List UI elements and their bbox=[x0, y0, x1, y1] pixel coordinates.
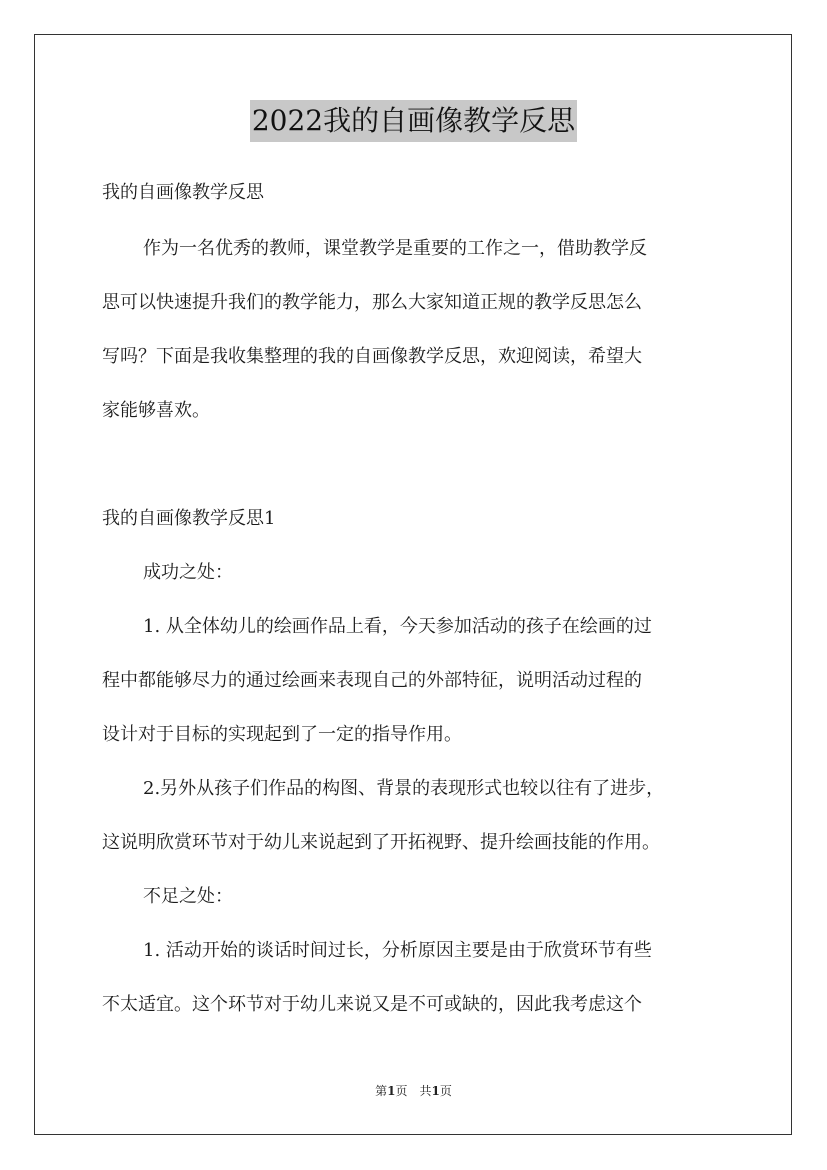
title-container bbox=[0, 100, 827, 142]
subsection-label: 不足之处： bbox=[143, 886, 233, 907]
subsection-label: 成功之处： bbox=[143, 562, 233, 583]
footer-current-page: 1 bbox=[387, 1084, 396, 1098]
paragraph-line: 程中都能够尽力的通过绘画来表现自己的外部特征，说明活动过程的 bbox=[102, 670, 642, 691]
footer-prefix: 第 bbox=[375, 1084, 388, 1098]
subtitle-line: 我的自画像教学反思 bbox=[102, 182, 264, 203]
paragraph-line: 设计对于目标的实现起到了一定的指导作用。 bbox=[102, 724, 462, 745]
footer-total-pages: 1 bbox=[431, 1084, 440, 1098]
section-heading: 我的自画像教学反思1 bbox=[102, 508, 276, 529]
paragraph-line: 2.另外从孩子们作品的构图、背景的表现形式也较以往有了进步， bbox=[143, 778, 665, 799]
paragraph-line: 写吗？下面是我收集整理的我的自画像教学反思，欢迎阅读，希望大 bbox=[102, 346, 642, 367]
paragraph-line: 1. 从全体幼儿的绘画作品上看，今天参加活动的孩子在绘画的过 bbox=[143, 616, 652, 637]
footer-mid: 页 共 bbox=[395, 1084, 432, 1098]
paragraph-line: 家能够喜欢。 bbox=[102, 400, 210, 421]
paragraph-line: 这说明欣赏环节对于幼儿来说起到了开拓视野、提升绘画技能的作用。 bbox=[102, 832, 660, 853]
paragraph-line: 1. 活动开始的谈话时间过长，分析原因主要是由于欣赏环节有些 bbox=[143, 940, 652, 961]
paragraph-line: 不太适宜。这个环节对于幼儿来说又是不可或缺的，因此我考虑这个 bbox=[102, 994, 642, 1015]
footer-suffix: 页 bbox=[439, 1084, 452, 1098]
page-footer bbox=[0, 1083, 827, 1099]
paragraph-line: 作为一名优秀的教师，课堂教学是重要的工作之一，借助教学反 bbox=[143, 238, 647, 259]
paragraph-line: 思可以快速提升我们的教学能力，那么大家知道正规的教学反思怎么 bbox=[102, 292, 642, 313]
document-title: 2022我的自画像教学反思 bbox=[250, 100, 577, 142]
